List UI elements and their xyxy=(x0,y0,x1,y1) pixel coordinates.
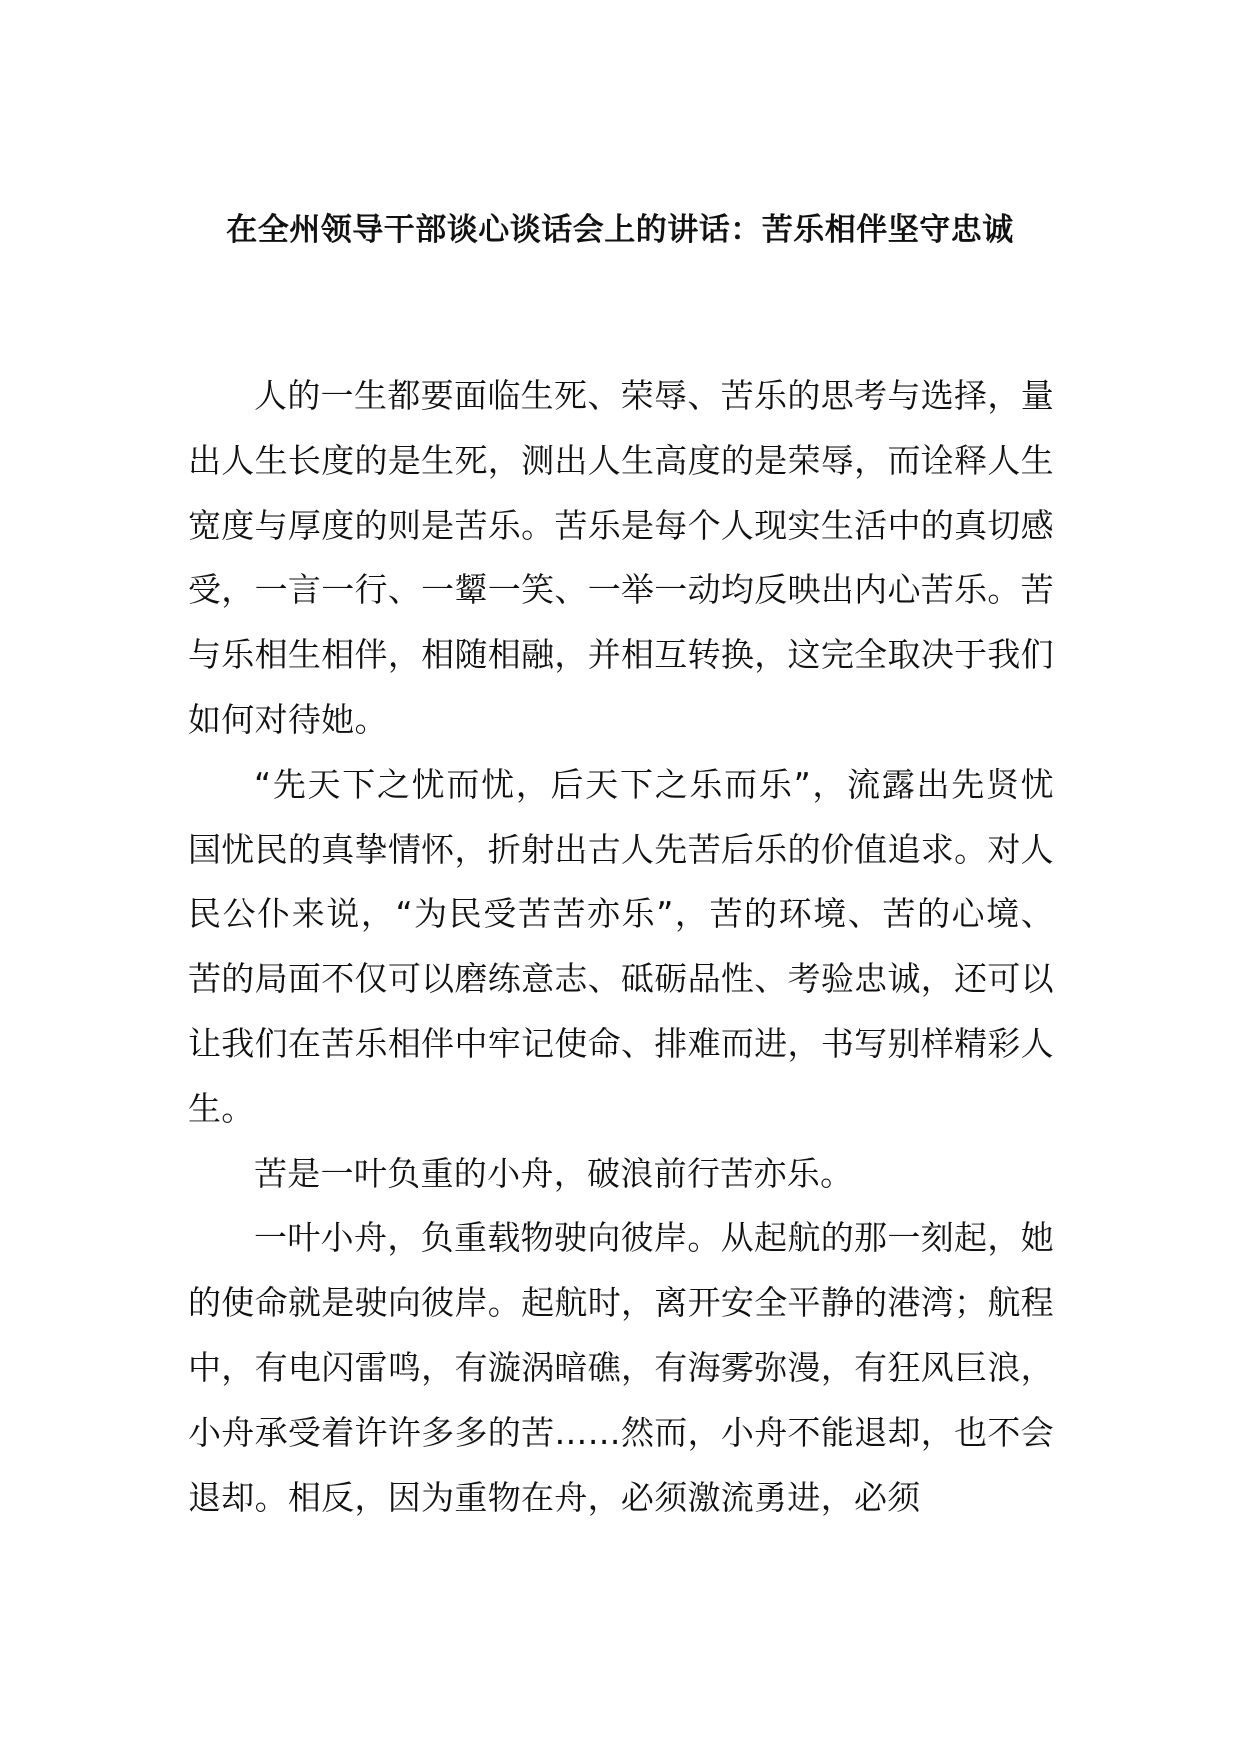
document-body xyxy=(188,364,1054,1530)
paragraph-3: 苦是一叶负重的小舟，破浪前行苦亦乐。 xyxy=(254,1153,854,1193)
document-title: 在全州领导干部谈心谈话会上的讲话：苦乐相伴坚守忠诚 xyxy=(226,212,1014,248)
paragraph-2: “先天下之忧而忧，后天下之乐而乐”，流露出先贤忧国忧民的真挚情怀，折射出古人先苦后乐的价值追求。对人民公仆来说，“为民受苦苦亦乐”，苦的环境、苦的心境、苦的局面不仅可以磨练意志、砥砺品性、考验忠诚，还可以让我们在苦乐相伴中牢记使命、排难而进，书写别样精彩人生。 xyxy=(188,764,1054,1128)
paragraph-4: 一叶小舟，负重载物驶向彼岸。从起航的那一刻起，她的使命就是驶向彼岸。起航时，离开安全平静的港湾；航程中，有电闪雷鸣，有漩涡暗礁，有海雾弥漫，有狂风巨浪，小舟承受着许许多多的苦……然而，小舟不能退却，也不会退却。相反，因为重物在舟，必须激流勇进，必须 xyxy=(188,1218,1054,1517)
paragraph-1: 人的一生都要面临生死、荣辱、苦乐的思考与选择，量出人生长度的是生死，测出人生高度的是荣辱，而诠释人生宽度与厚度的则是苦乐。苦乐是每个人现实生活中的真切感受，一言一行、一颦一笑、一举一动均反映出内心苦乐。苦与乐相生相伴，相随相融，并相互转换，这完全取决于我们如何对待她。 xyxy=(188,376,1054,739)
